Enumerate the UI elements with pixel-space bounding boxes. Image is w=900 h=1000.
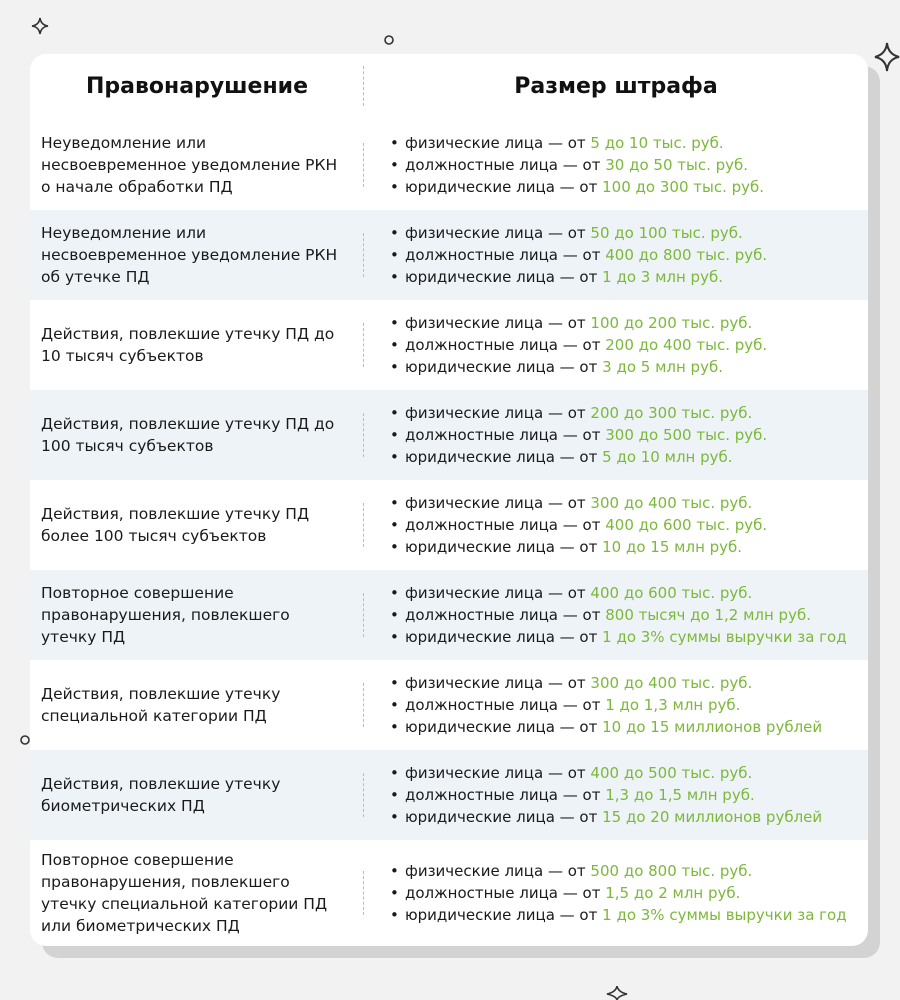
fine-subject: должностные лица — от (405, 246, 601, 264)
fine-amount: 1 до 3% суммы выручки за год (602, 628, 847, 646)
offense-cell (41, 582, 351, 648)
fine-item (390, 694, 866, 716)
fine-amount: 100 до 200 тыс. руб. (590, 314, 753, 332)
fine-subject: физические лица — от (405, 134, 586, 152)
offense-text-line: 100 тысяч субъектов (41, 437, 214, 455)
table-header (30, 54, 868, 120)
fine-list (390, 222, 866, 288)
fine-item (390, 806, 866, 828)
offense-text-line: Действия, повлекшие утечку (41, 685, 281, 703)
fine-item (390, 154, 866, 176)
offense-text-line: биометрических ПД (41, 797, 205, 815)
table-row (30, 390, 868, 480)
offense-text-line: Действия, повлекшие утечку ПД (41, 505, 310, 523)
fine-subject: должностные лица — от (405, 516, 601, 534)
fine-subject: юридические лица — от (405, 808, 598, 826)
fine-list (390, 582, 866, 648)
fine-list (390, 672, 866, 738)
table-row (30, 750, 868, 840)
fine-list (390, 312, 866, 378)
column-divider (363, 683, 364, 727)
fine-subject: физические лица — от (405, 674, 586, 692)
fine-amount: 50 до 100 тыс. руб. (590, 224, 743, 242)
sparkle-icon (874, 40, 900, 74)
fine-subject: юридические лица — от (405, 718, 598, 736)
fine-amount: 100 до 300 тыс. руб. (602, 178, 765, 196)
fine-amount: 1 до 3% суммы выручки за год (602, 906, 847, 924)
fine-item (390, 446, 866, 468)
column-divider (363, 593, 364, 637)
fine-subject: физические лица — от (405, 764, 586, 782)
fine-amount: 400 до 500 тыс. руб. (590, 764, 753, 782)
fine-amount: 1,3 до 1,5 млн руб. (605, 786, 755, 804)
table-row (30, 480, 868, 570)
fine-subject: юридические лица — от (405, 268, 598, 286)
fine-item (390, 762, 866, 784)
offense-text-line: правонарушения, повлекшего (41, 873, 290, 891)
fine-amount: 300 до 400 тыс. руб. (590, 494, 753, 512)
fine-item (390, 860, 866, 882)
table-row (30, 570, 868, 660)
offense-cell (41, 773, 351, 817)
fine-item (390, 176, 866, 198)
fine-amount: 30 до 50 тыс. руб. (605, 156, 749, 174)
fine-item (390, 402, 866, 424)
fine-item (390, 334, 866, 356)
fine-item (390, 514, 866, 536)
fine-amount: 200 до 300 тыс. руб. (590, 404, 753, 422)
column-header-offense: Правонарушение (86, 74, 308, 99)
fine-item (390, 492, 866, 514)
sparkle-icon (30, 16, 50, 36)
offense-cell (41, 222, 351, 288)
table-row (30, 660, 868, 750)
fine-subject: физические лица — от (405, 584, 586, 602)
fine-item (390, 882, 866, 904)
fine-amount: 1 до 1,3 млн руб. (605, 696, 741, 714)
offense-text-line: Действия, повлекшие утечку ПД до (41, 325, 335, 343)
fine-amount: 3 до 5 млн руб. (602, 358, 723, 376)
offense-text-line: Действия, повлекшие утечку ПД до (41, 415, 335, 433)
offense-cell (41, 323, 351, 367)
offense-cell (41, 849, 351, 937)
fine-list (390, 402, 866, 468)
offense-text-line: правонарушения, повлекшего (41, 606, 290, 624)
fine-item (390, 626, 866, 648)
fine-amount: 800 тысяч до 1,2 млн руб. (605, 606, 811, 624)
column-divider (363, 413, 364, 457)
fine-item (390, 716, 866, 738)
fine-item (390, 582, 866, 604)
fine-item (390, 356, 866, 378)
fine-item (390, 312, 866, 334)
offense-text-line: Повторное совершение (41, 584, 234, 602)
offense-text-line: или биометрических ПД (41, 917, 240, 935)
fine-item (390, 222, 866, 244)
fine-subject: должностные лица — от (405, 336, 601, 354)
fine-amount: 10 до 15 млн руб. (602, 538, 743, 556)
fine-list (390, 860, 866, 926)
fine-list (390, 492, 866, 558)
fine-amount: 300 до 500 тыс. руб. (605, 426, 768, 444)
fine-item (390, 266, 866, 288)
fine-subject: физические лица — от (405, 494, 586, 512)
fine-subject: юридические лица — от (405, 538, 598, 556)
column-divider (363, 503, 364, 547)
fine-amount: 5 до 10 млн руб. (602, 448, 733, 466)
fine-item (390, 672, 866, 694)
fine-amount: 200 до 400 тыс. руб. (605, 336, 768, 354)
offense-cell (41, 132, 351, 198)
offense-text-line: более 100 тысяч субъектов (41, 527, 267, 545)
sparkle-icon (606, 986, 628, 1000)
offense-text-line: 10 тысяч субъектов (41, 347, 204, 365)
fine-amount: 400 до 800 тыс. руб. (605, 246, 768, 264)
column-divider (363, 233, 364, 277)
fine-item (390, 904, 866, 926)
offense-text-line: специальной категории ПД (41, 707, 267, 725)
offense-text-line: Неуведомление или (41, 224, 207, 242)
fine-subject: физические лица — от (405, 404, 586, 422)
fine-amount: 400 до 600 тыс. руб. (605, 516, 768, 534)
fine-item (390, 132, 866, 154)
offense-text-line: об утечке ПД (41, 268, 150, 286)
column-divider (363, 871, 364, 915)
fine-subject: должностные лица — от (405, 884, 601, 902)
fine-subject: должностные лица — от (405, 156, 601, 174)
offense-cell (41, 683, 351, 727)
fine-list (390, 132, 866, 198)
column-header-fine: Размер штрафа (514, 74, 718, 99)
column-divider (363, 323, 364, 367)
fine-subject: физические лица — от (405, 224, 586, 242)
fine-subject: юридические лица — от (405, 628, 598, 646)
offense-text-line: утечку ПД (41, 628, 126, 646)
fine-amount: 500 до 800 тыс. руб. (590, 862, 753, 880)
circle-icon (383, 34, 395, 46)
column-divider (363, 773, 364, 817)
fine-amount: 5 до 10 тыс. руб. (590, 134, 724, 152)
fine-subject: юридические лица — от (405, 178, 598, 196)
offense-text-line: Повторное совершение (41, 851, 234, 869)
offense-text-line: несвоевременное уведомление РКН (41, 246, 338, 264)
offense-cell (41, 503, 351, 547)
fine-subject: физические лица — от (405, 862, 586, 880)
fine-subject: должностные лица — от (405, 786, 601, 804)
fine-subject: физические лица — от (405, 314, 586, 332)
fine-amount: 1 до 3 млн руб. (602, 268, 723, 286)
fine-subject: должностные лица — от (405, 606, 601, 624)
fine-item (390, 784, 866, 806)
fine-item (390, 536, 866, 558)
offense-text-line: о начале обработки ПД (41, 178, 233, 196)
fine-item (390, 244, 866, 266)
fine-amount: 400 до 600 тыс. руб. (590, 584, 753, 602)
table-row (30, 120, 868, 210)
offense-text-line: Действия, повлекшие утечку (41, 775, 281, 793)
circle-icon (18, 734, 30, 746)
offense-text-line: несвоевременное уведомление РКН (41, 156, 338, 174)
fine-subject: юридические лица — от (405, 358, 598, 376)
offense-text-line: утечку специальной категории ПД (41, 895, 328, 913)
fines-table (30, 54, 868, 946)
table-row (30, 300, 868, 390)
fine-subject: юридические лица — от (405, 448, 598, 466)
column-divider (363, 143, 364, 187)
offense-cell (41, 413, 351, 457)
fine-item (390, 604, 866, 626)
fine-subject: должностные лица — от (405, 696, 601, 714)
fine-amount: 300 до 400 тыс. руб. (590, 674, 753, 692)
table-row (30, 840, 868, 946)
fine-item (390, 424, 866, 446)
fine-subject: должностные лица — от (405, 426, 601, 444)
table-row (30, 210, 868, 300)
fine-amount: 1,5 до 2 млн руб. (605, 884, 741, 902)
offense-text-line: Неуведомление или (41, 134, 207, 152)
fine-subject: юридические лица — от (405, 906, 598, 924)
fine-list (390, 762, 866, 828)
fine-amount: 10 до 15 миллионов рублей (602, 718, 823, 736)
fine-amount: 15 до 20 миллионов рублей (602, 808, 823, 826)
